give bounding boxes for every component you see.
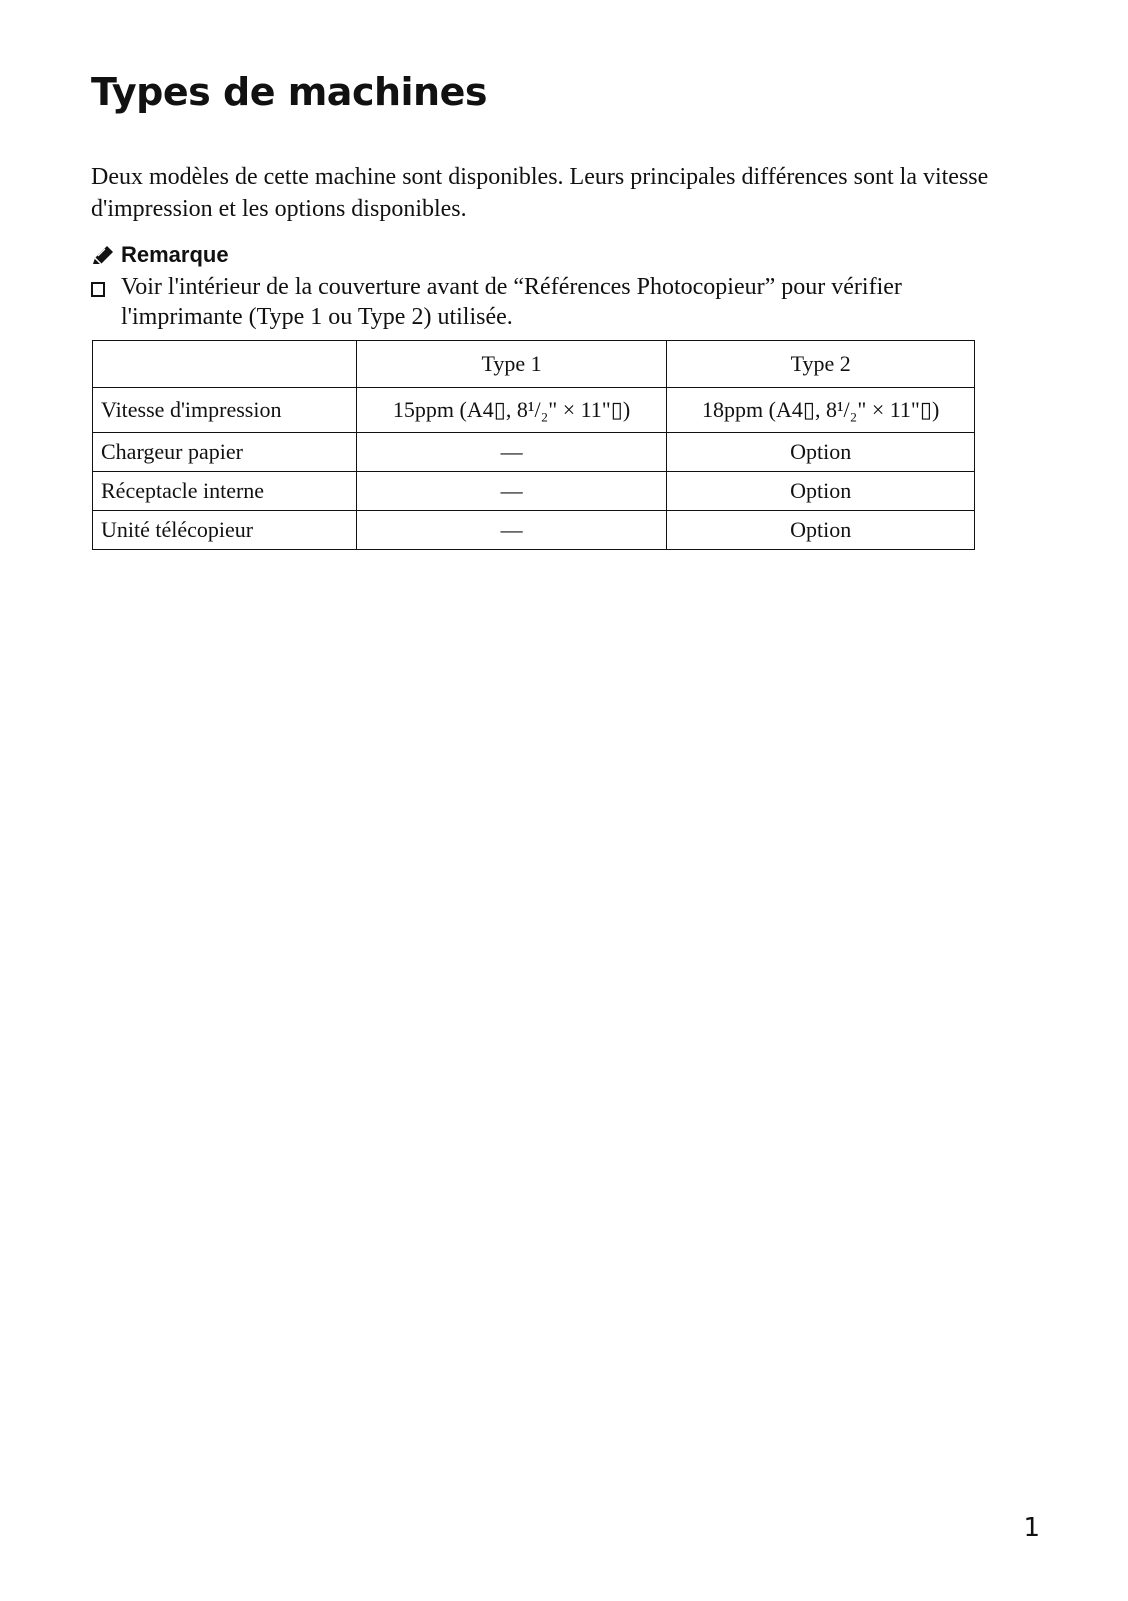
note-heading-label: Remarque	[121, 242, 229, 267]
row-type1-value: —	[356, 511, 667, 550]
note-item-text: Voir l'intérieur de la couverture avant de “Références Photocopieur” pour vérifier l'imprimante (Type 1 ou Type 2) utilisée.	[121, 274, 902, 330]
note-item	[91, 272, 991, 332]
intro-paragraph: Deux modèles de cette machine sont disponibles. Leurs principales différences sont la vitesse d'impression et les options disponibles.	[91, 164, 989, 222]
row-type1-value: —	[356, 433, 667, 472]
pencil-icon	[91, 244, 115, 266]
checkbox-icon	[91, 282, 105, 297]
row-feature: Réceptacle interne	[93, 472, 357, 511]
table-row	[93, 388, 975, 433]
row-feature: Unité télécopieur	[93, 511, 357, 550]
row-type1-value: —	[356, 472, 667, 511]
row-type2-value: Option	[667, 472, 975, 511]
row-type1-value: 15ppm (A4▯, 8¹/₂" × 11"▯)	[356, 388, 667, 433]
table-header-type1: Type 1	[356, 341, 667, 388]
note-heading	[91, 244, 229, 266]
table-row	[93, 511, 975, 550]
row-feature: Vitesse d'impression	[93, 388, 357, 433]
table-header-type2: Type 2	[667, 341, 975, 388]
page-number: 1	[1023, 1513, 1040, 1543]
row-type2-value: Option	[667, 433, 975, 472]
table-header-empty	[93, 341, 357, 388]
page-title: Types de machines	[91, 70, 487, 114]
row-feature: Chargeur papier	[93, 433, 357, 472]
table-row	[93, 472, 975, 511]
row-type2-value: 18ppm (A4▯, 8¹/₂" × 11"▯)	[667, 388, 975, 433]
machine-types-table	[92, 340, 975, 550]
table-header-row	[93, 341, 975, 388]
row-type2-value: Option	[667, 511, 975, 550]
table-row	[93, 433, 975, 472]
